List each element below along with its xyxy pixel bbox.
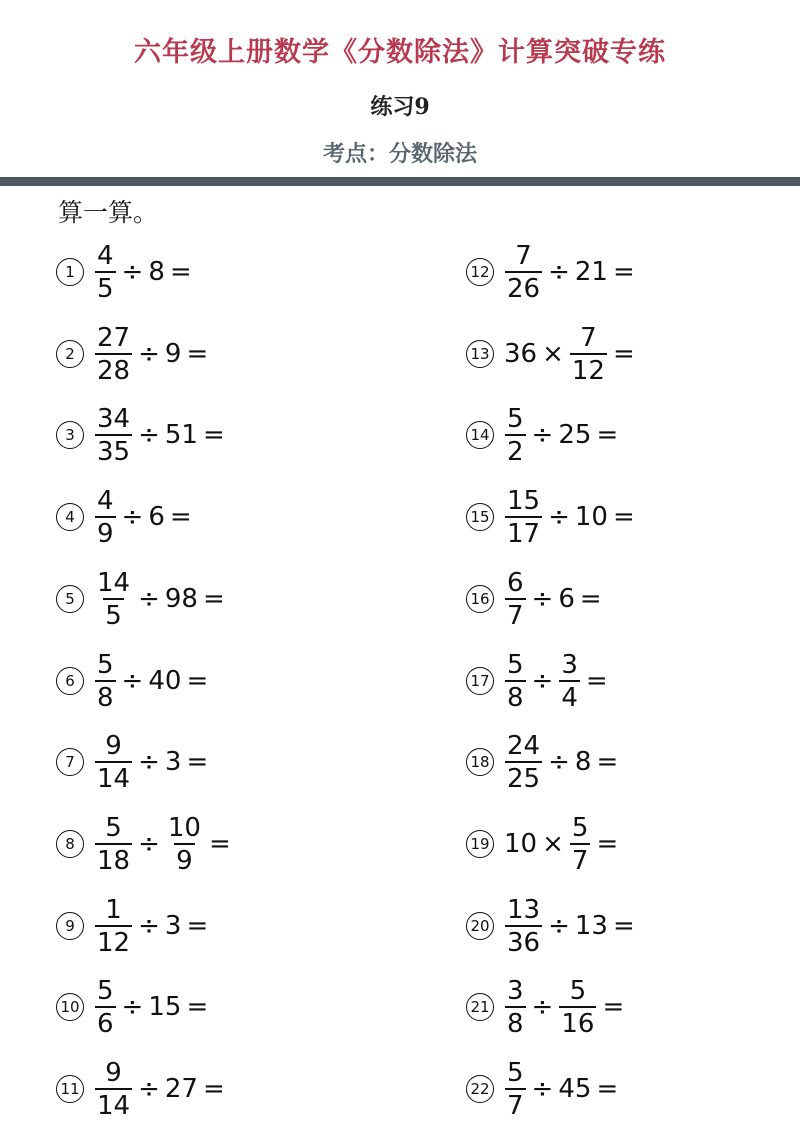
operator: ÷ [548,257,570,287]
operator: ÷ [121,992,144,1022]
operator: ÷ [548,911,570,941]
problem-number: 13 [466,340,494,368]
problem-5 [56,569,225,629]
fraction-denominator: 2 [505,434,526,465]
problem-21 [466,977,624,1037]
problem-13 [466,324,635,384]
integer: 98 [164,584,198,614]
operator: ÷ [138,1074,160,1104]
equals-sign: = [596,1074,619,1104]
fraction [505,730,542,794]
problem-number: 1 [56,258,84,286]
integer: 3 [164,911,182,941]
equals-sign: = [186,339,209,369]
operator: ÷ [531,1074,554,1104]
fraction [95,812,132,876]
equals-sign: = [612,911,635,941]
fraction-denominator: 4 [559,680,580,711]
equals-sign: = [602,992,625,1022]
integer: 8 [148,257,165,287]
fraction-numerator: 5 [569,975,587,1006]
problem-22 [466,1059,618,1119]
fraction [95,485,116,549]
fraction-numerator: 15 [507,485,541,516]
integer: 10 [574,502,608,532]
problem-number: 21 [466,993,494,1021]
problem-number: 18 [466,748,494,776]
operator: ÷ [531,584,554,614]
problem-number: 3 [56,421,84,449]
page-title: 六年级上册数学《分数除法》计算突破专练 [134,37,666,68]
fraction-numerator: 5 [507,649,524,680]
problem-20 [466,896,635,956]
fraction [559,649,580,713]
integer: 36 [504,339,538,369]
integer: 27 [164,1074,198,1104]
fraction-numerator: 27 [97,322,131,353]
equals-sign: = [596,829,619,859]
problem-4 [56,487,192,547]
fraction-numerator: 10 [167,812,201,843]
fraction-numerator: 9 [105,730,122,761]
integer: 6 [148,502,165,532]
fraction [95,649,116,713]
fraction [95,975,116,1039]
fraction-denominator: 8 [505,680,526,711]
fraction [505,894,542,958]
problem-number: 22 [466,1075,494,1103]
fraction-numerator: 7 [515,240,532,271]
problem-2 [56,324,208,384]
operator: ÷ [121,502,144,532]
fraction-denominator: 12 [95,925,132,956]
problem-number: 4 [56,503,84,531]
problem-8 [56,814,231,874]
problem-19 [466,814,618,874]
fraction-denominator: 14 [95,1088,132,1119]
problem-3 [56,405,225,465]
instruction-text: 算一算。 [58,198,159,227]
fraction-denominator: 17 [505,516,542,547]
problem-number: 2 [56,340,84,368]
equals-sign: = [186,911,209,941]
fraction [505,975,526,1039]
problem-number: 14 [466,421,494,449]
fraction-denominator: 36 [505,925,542,956]
integer: 6 [558,584,575,614]
fraction-numerator: 5 [507,1057,524,1088]
topic-label: 考点：分数除法 [322,141,477,167]
problem-number: 10 [56,993,84,1021]
integer: 3 [164,747,182,777]
problem-17 [466,651,608,711]
fraction [505,567,526,631]
fraction-denominator: 7 [570,843,591,874]
problem-1 [56,242,192,302]
fraction-numerator: 14 [97,567,131,598]
fraction-numerator: 5 [97,649,114,680]
problem-number: 12 [466,258,494,286]
equals-sign: = [612,502,635,532]
integer: 45 [558,1074,592,1104]
operator: ÷ [121,257,144,287]
integer: 13 [574,911,608,941]
problem-15 [466,487,635,547]
problem-number: 17 [466,667,494,695]
problem-16 [466,569,602,629]
fraction [570,322,607,386]
fraction-denominator: 9 [174,843,195,874]
equals-sign: = [186,666,209,696]
integer: 25 [558,420,592,450]
fraction [505,485,542,549]
equals-sign: = [186,747,209,777]
problem-number: 8 [56,830,84,858]
fraction-numerator: 4 [97,240,114,271]
fraction-numerator: 1 [105,894,122,925]
operator: ÷ [548,747,570,777]
fraction-numerator: 3 [507,975,524,1006]
fraction-denominator: 6 [95,1006,116,1037]
fraction-denominator: 7 [505,1088,526,1119]
operator: ÷ [138,584,160,614]
problem-number: 20 [466,912,494,940]
equals-sign: = [208,829,231,859]
operator: ÷ [531,666,554,696]
header-divider [0,177,800,186]
fraction-denominator: 25 [505,761,542,792]
fraction [95,240,116,304]
fraction-numerator: 9 [105,1057,122,1088]
integer: 8 [574,747,592,777]
equals-sign: = [612,339,635,369]
equals-sign: = [579,584,602,614]
equals-sign: = [202,584,225,614]
fraction [95,730,132,794]
operator: ÷ [531,420,554,450]
fraction-numerator: 5 [97,975,114,1006]
operator: ÷ [531,992,554,1022]
fraction [95,1057,132,1121]
operator: ÷ [548,502,570,532]
problem-number: 19 [466,830,494,858]
fraction-numerator: 5 [105,812,122,843]
fraction-denominator: 9 [95,516,116,547]
fraction-denominator: 35 [95,434,132,465]
fraction [559,975,596,1039]
operator: ÷ [138,420,160,450]
problem-18 [466,732,618,792]
problem-number: 11 [56,1075,84,1103]
equals-sign: = [169,257,192,287]
integer: 10 [504,829,538,859]
fraction-numerator: 5 [571,812,589,843]
fraction-numerator: 13 [507,894,541,925]
integer: 21 [574,257,608,287]
problem-12 [466,242,635,302]
problem-number: 9 [56,912,84,940]
fraction-denominator: 7 [505,598,526,629]
fraction-numerator: 6 [507,567,524,598]
fraction-denominator: 26 [505,271,542,302]
fraction-denominator: 8 [505,1006,526,1037]
fraction [505,403,526,467]
equals-sign: = [596,747,619,777]
fraction [505,240,542,304]
operator: ÷ [121,666,144,696]
equals-sign: = [585,666,608,696]
fraction [570,812,591,876]
fraction [95,567,132,631]
fraction-denominator: 5 [95,271,116,302]
problem-7 [56,732,208,792]
equals-sign: = [596,420,619,450]
operator: ÷ [138,911,160,941]
fraction [166,812,203,876]
problem-11 [56,1059,225,1119]
problem-number: 16 [466,585,494,613]
equals-sign: = [612,257,635,287]
fraction-denominator: 12 [570,353,607,384]
exercise-subtitle: 练习9 [370,94,430,120]
fraction [505,649,526,713]
fraction-denominator: 16 [559,1006,596,1037]
operator: ÷ [138,829,160,859]
fraction-numerator: 34 [97,403,131,434]
fraction [95,894,132,958]
equals-sign: = [202,1074,225,1104]
fraction-numerator: 24 [507,730,541,761]
operator: ÷ [138,339,160,369]
integer: 9 [164,339,182,369]
equals-sign: = [202,420,225,450]
fraction-denominator: 14 [95,761,132,792]
fraction-numerator: 3 [561,649,578,680]
operator: ÷ [138,747,160,777]
fraction-denominator: 18 [95,843,132,874]
problem-number: 5 [56,585,84,613]
problem-14 [466,405,618,465]
fraction-denominator: 8 [95,680,116,711]
equals-sign: = [169,502,192,532]
fraction [95,322,132,386]
fraction-denominator: 28 [95,353,132,384]
problem-number: 15 [466,503,494,531]
fraction-numerator: 4 [97,485,114,516]
integer: 40 [148,666,182,696]
problem-6 [56,651,208,711]
fraction [95,403,132,467]
operator: × [542,339,564,369]
problem-number: 6 [56,667,84,695]
fraction [505,1057,526,1121]
fraction-denominator: 5 [103,598,124,629]
problem-9 [56,896,208,956]
problem-10 [56,977,208,1037]
equals-sign: = [186,992,209,1022]
fraction-numerator: 7 [580,322,597,353]
operator: × [542,829,564,859]
fraction-numerator: 5 [507,403,524,434]
integer: 51 [164,420,198,450]
integer: 15 [148,992,182,1022]
problem-number: 7 [56,748,84,776]
